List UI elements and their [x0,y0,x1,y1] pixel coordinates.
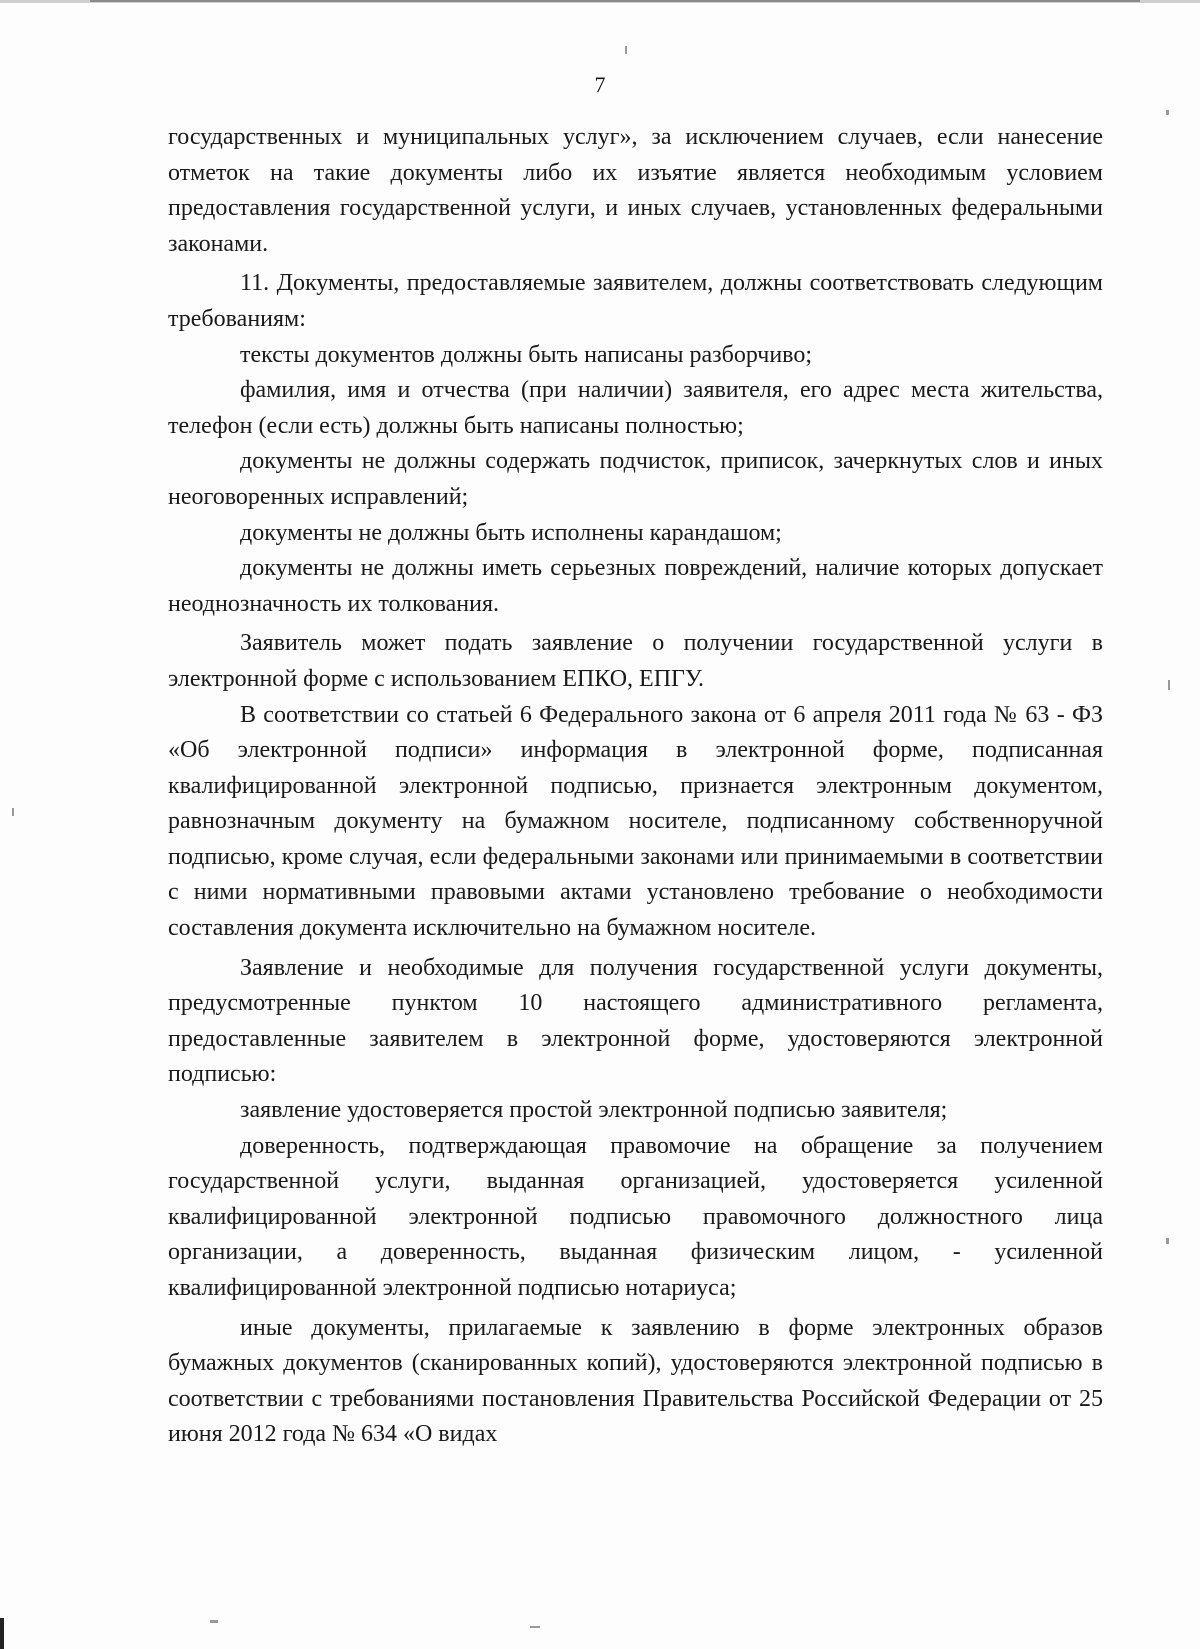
paragraph: тексты документов должны быть написаны разборчиво; [240,341,812,368]
scan-speck [12,808,14,816]
paragraph: документы не должны быть исполнены карандашом; [240,519,782,546]
document-body [168,120,1103,1453]
scan-speck [1166,1238,1169,1244]
paragraph: Заявление и необходимые для получения государственной услуги документы, предусмотренные пунктом 10 настоящего административного регламента, предоставленные заявителем в электронной форме, удостоверяются электронной подписью: [168,954,1103,1088]
paragraph: В соответствии со статьей 6 Федерального закона от 6 апреля 2011 года № 63 - ФЗ «Об электронной подписи» информация в электронной форме, подписанная квалифицированной электронной подписью, признается электронным документом, равнозначным документу на бумажном носителе, подписанному собственноручной подписью, кроме случая, если федеральными законами или принимаемыми в соответствии с ними нормативными правовыми актами установлено требование о необходимости составления документа исключительно на бумажном носителе. [168,701,1103,942]
scan-speck [530,1626,540,1628]
scan-edge-mark [0,1618,4,1649]
paragraph: заявление удостоверяется простой электронной подписью заявителя; [240,1097,948,1124]
scan-speck [210,1620,218,1623]
paragraph: документы не должны иметь серьезных повреждений, наличие которых допускает неоднозначность их толкования. [168,555,1103,617]
page-number: 7 [594,72,606,97]
paragraph: иные документы, прилагаемые к заявлению в форме электронных образов бумажных документов (сканированных копий), удостоверяются электронной подписью в соответствии с требованиями постановления Правительства Российской Федерации от 25 июня 2012 года № 634 «О видах [168,1314,1103,1448]
paragraph: 11. Документы, предоставляемые заявителем, должны соответствовать следующим требованиям: [168,270,1103,332]
scan-speck [1168,680,1170,690]
paragraph: доверенность, подтверждающая правомочие на обращение за получением государственной услуги, выданная организацией, удостоверяется усиленной квалифицированной электронной подписью правомочного должностного лица организации, а доверенность, выданная физическим лицом, - усиленной квалифицированной электронной подписью нотариуса; [168,1132,1103,1301]
scan-speck [625,46,627,54]
scan-speck [1166,110,1169,115]
scan-edge-shadow [90,0,1140,2]
paragraph: Заявитель может подать заявление о получении государственной услуги в электронной форме с использованием ЕПКО, ЕПГУ. [168,630,1103,692]
paragraph: фамилия, имя и отчества (при наличии) заявителя, его адрес места жительства, телефон (если есть) должны быть написаны полностью; [168,377,1103,439]
paragraph: документы не должны содержать подчисток, приписок, зачеркнутых слов и иных неоговоренных исправлений; [168,448,1103,510]
paragraph: государственных и муниципальных услуг», за исключением случаев, если нанесение отметок на такие документы либо их изъятие является необходимым условием предоставления государственной услуги, и иных случаев, установленных федеральными законами. [168,124,1103,257]
